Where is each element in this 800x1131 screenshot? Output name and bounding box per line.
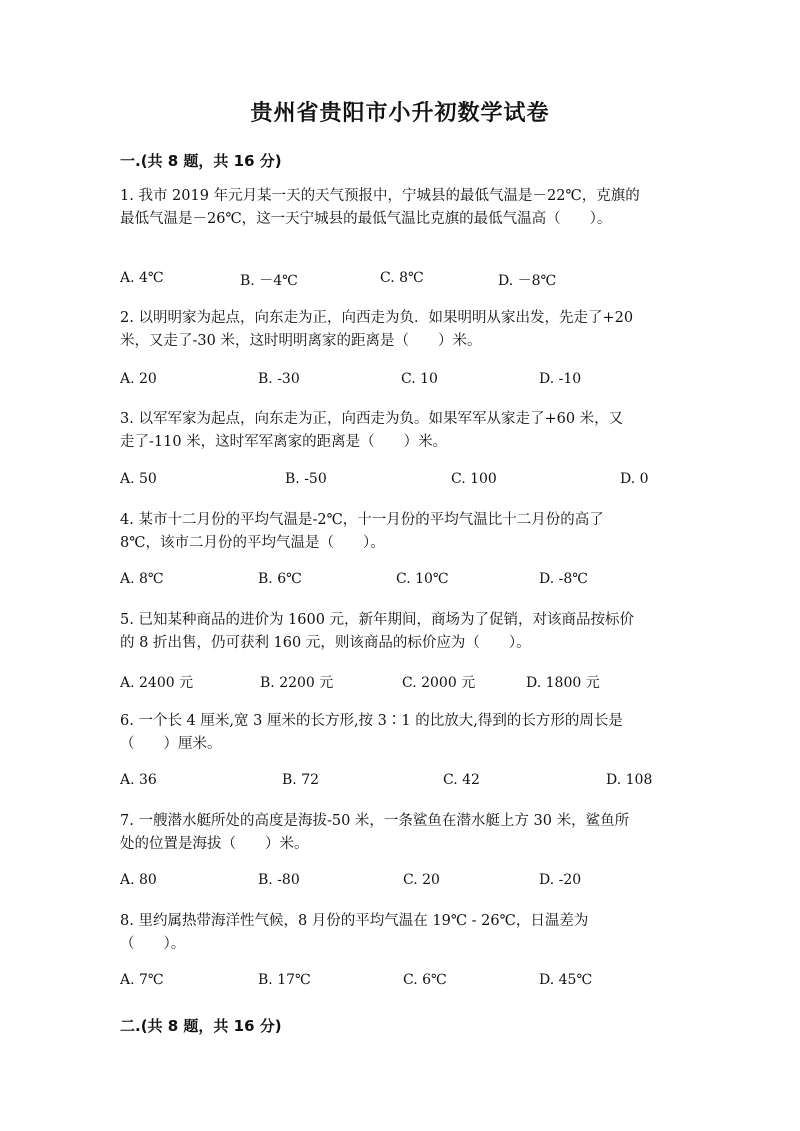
- option-d: D. 1800 元: [526, 675, 600, 691]
- option-a: A. 36: [120, 772, 157, 788]
- question-line: 8℃，该市二月份的平均气温是（ ）。: [120, 535, 385, 551]
- question-3: [120, 408, 680, 454]
- question-line: 的 8 折出售，仍可获利 160 元，则该商品的标价应为（ ）。: [120, 635, 531, 651]
- option-a: A. 2400 元: [120, 675, 194, 691]
- option-d: D. -20: [539, 872, 582, 888]
- option-a: A. 4℃: [120, 270, 164, 286]
- question-4: [120, 509, 680, 555]
- option-d: D. -8℃: [539, 571, 588, 587]
- option-c: C. 6℃: [403, 972, 447, 988]
- question-line: 4. 某市十二月份的平均气温是-2℃，十一月份的平均气温比十二月份的高了: [120, 512, 604, 528]
- question-line: 米，又走了-30 米，这时明明离家的距离是（ ）米。: [120, 333, 482, 349]
- option-c: C. 8℃: [380, 270, 424, 286]
- section-heading-2: 二.(共 8 题，共 16 分): [120, 1017, 282, 1035]
- option-a: A. 50: [120, 471, 157, 487]
- question-line: 最低气温是－26℃，这一天宁城县的最低气温比克旗的最低气温高（ ）。: [120, 211, 612, 227]
- option-c: C. 2000 元: [402, 675, 476, 691]
- question-line: 5. 已知某种商品的进价为 1600 元，新年期间，商场为了促销，对该商品按标价: [120, 612, 635, 628]
- option-b: B. -30: [258, 371, 300, 387]
- section-heading-1: 一.(共 8 题，共 16 分): [120, 152, 282, 170]
- option-b: B. 2200 元: [260, 675, 334, 691]
- question-line: （ ）厘米。: [120, 736, 222, 752]
- option-c: C. 20: [403, 872, 440, 888]
- question-line: 6. 一个长 4 厘米,宽 3 厘米的长方形,按 3∶1 的比放大,得到的长方形的周长是: [120, 713, 623, 729]
- option-b: B. 17℃: [258, 972, 311, 988]
- question-2: [120, 307, 680, 353]
- option-d: D. 45℃: [539, 972, 593, 988]
- question-8: [120, 910, 680, 956]
- option-d: D. 0: [620, 471, 649, 487]
- question-line: 2. 以明明家为起点，向东走为正，向西走为负．如果明明从家出发，先走了+20: [120, 310, 634, 326]
- question-line: 处的位置是海拔（ ）米。: [120, 836, 309, 852]
- option-b: B. -80: [258, 872, 300, 888]
- option-c: C. 100: [451, 471, 497, 487]
- question-line: 1. 我市 2019 年元月某一天的天气预报中，宁城县的最低气温是－22℃，克旗的: [120, 188, 640, 204]
- question-line: 走了-110 米，这时军军离家的距离是（ ）米。: [120, 434, 448, 450]
- question-line: （ ）。: [120, 936, 186, 952]
- option-a: A. 7℃: [120, 972, 164, 988]
- question-5: [120, 609, 680, 655]
- page-title: 贵州省贵阳市小升初数学试卷: [250, 101, 550, 126]
- option-a: A. 20: [120, 371, 157, 387]
- option-c: C. 10℃: [396, 571, 449, 587]
- question-line: 7. 一艘潜水艇所处的高度是海拔-50 米，一条鲨鱼在潜水艇上方 30 米，鲨鱼所: [120, 813, 630, 829]
- option-b: B. 6℃: [258, 571, 302, 587]
- option-d: D. -10: [539, 371, 582, 387]
- question-7: [120, 810, 680, 856]
- option-a: A. 8℃: [120, 571, 164, 587]
- question-line: 8. 里约属热带海洋性气候，8 月份的平均气温在 19℃ - 26℃，日温差为: [120, 913, 589, 929]
- question-6: [120, 710, 680, 756]
- option-d: D. －8℃: [498, 273, 557, 289]
- option-b: B. －4℃: [240, 273, 298, 289]
- option-c: C. 10: [401, 371, 438, 387]
- question-1: [120, 185, 680, 231]
- option-b: B. 72: [282, 772, 320, 788]
- option-d: D. 108: [606, 772, 653, 788]
- question-line: 3. 以军军家为起点，向东走为正，向西走为负。如果军军从家走了+60 米，又: [120, 411, 624, 427]
- option-a: A. 80: [120, 872, 157, 888]
- option-c: C. 42: [443, 772, 480, 788]
- option-b: B. -50: [285, 471, 327, 487]
